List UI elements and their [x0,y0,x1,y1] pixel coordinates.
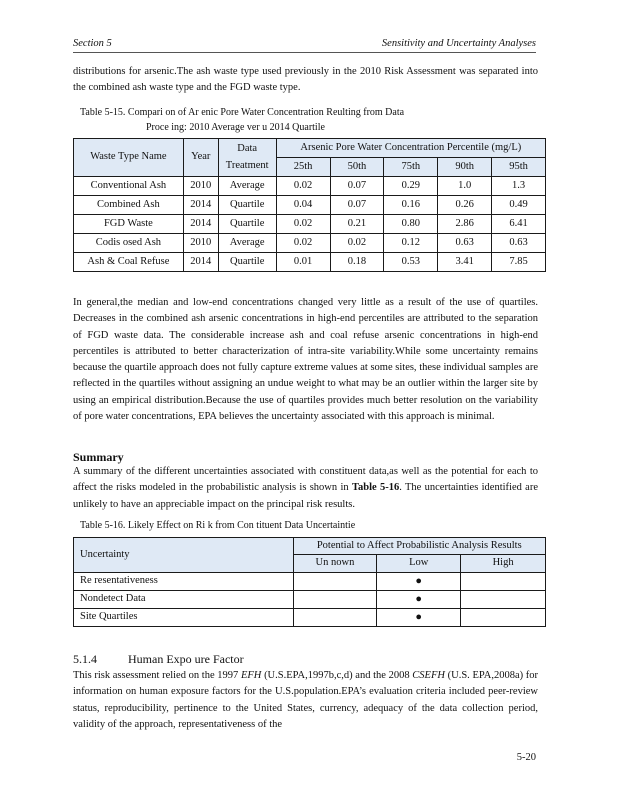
cell-waste: Codis osed Ash [74,234,184,253]
cell-value: 0.18 [330,253,384,272]
cell-uncertainty: Site Quartiles [74,608,294,626]
csefh-term: CSEFH [412,670,445,681]
section-text-1: This risk assessment relied on the 1997 [73,670,239,681]
cell-value: 0.07 [330,177,384,196]
cell-mark: ● [377,608,461,626]
cell-mark [293,608,377,626]
table2-caption: Table 5-16. Likely Effect on Ri k from Con tituent Data Uncertaintie [80,520,356,531]
cell-mark [293,572,377,590]
col-waste-type: Waste Type Name [74,139,184,177]
uncertainty-effect-table [73,537,546,627]
cell-uncertainty: Nondetect Data [74,590,294,608]
table-row [74,234,546,253]
cell-value: 0.12 [384,234,438,253]
cell-value: 0.21 [330,215,384,234]
efh-term: EFH [240,670,262,681]
col-low: Low [377,555,461,572]
cell-value: 0.01 [276,253,330,272]
table-row [74,253,546,272]
col-uncertainty: Uncertainty [74,538,294,573]
cell-mark [461,590,546,608]
table-5-16-reference[interactable]: Table 5-16 [351,482,400,494]
cell-treatment: Quartile [218,253,276,272]
cell-treatment: Quartile [218,215,276,234]
table1-caption-line2: Proce ing: 2010 Average ver u 2014 Quartile [146,121,325,133]
arsenic-concentration-table [73,138,546,272]
header-section: Section 5 [73,38,112,49]
section-title: Human Expo ure Factor [128,652,244,666]
cell-value: 0.02 [330,234,384,253]
section-text-2: (U.S.EPA,1997b,c,d) and the 2008 [264,670,410,681]
header-rule [73,52,536,53]
cell-year: 2014 [183,215,218,234]
cell-mark [461,608,546,626]
table-row [74,608,546,626]
cell-waste: FGD Waste [74,215,184,234]
cell-value: 1.3 [492,177,546,196]
header-title: Sensitivity and Uncertainty Analyses [381,38,536,49]
table-row [74,177,546,196]
table-row [74,590,546,608]
cell-value: 3.41 [438,253,492,272]
cell-value: 0.53 [384,253,438,272]
cell-year: 2014 [183,196,218,215]
cell-value: 0.49 [492,196,546,215]
cell-waste: Combined Ash [74,196,184,215]
summary-text-before: A summary of the different uncertainties associated with constituent data,as well as the potential for each to affect the risks modeled in the probabilistic analysis is shown in [73,466,538,494]
cell-value: 2.86 [438,215,492,234]
cell-waste: Conventional Ash [74,177,184,196]
cell-value: 0.63 [438,234,492,253]
cell-value: 1.0 [438,177,492,196]
col-90th: 90th [438,158,492,177]
cell-value: 7.85 [492,253,546,272]
cell-year: 2010 [183,234,218,253]
cell-waste: Ash & Coal Refuse [74,253,184,272]
cell-mark [293,590,377,608]
table1-caption-line1: Table 5-15. Compari on of Ar enic Pore Water Concentration Reulting from Data [80,107,405,118]
col-95th: 95th [492,158,546,177]
section-paragraph [73,668,538,733]
cell-value: 6.41 [492,215,546,234]
cell-mark [461,572,546,590]
table-row [74,572,546,590]
intro-paragraph: distributions for arsenic.The ash waste type used previously in the 2010 Risk Assessment was separated into the combined ash waste type and the FGD waste type. [73,66,538,94]
cell-value: 0.63 [492,234,546,253]
col-75th: 75th [384,158,438,177]
cell-value: 0.29 [384,177,438,196]
table1-caption [80,106,540,135]
section-text-3: (U.S. EPA,2008a) for information on human exposure factors for the U.S.population.EPA’s evaluation criteria included peer-review status, reproducibility, pertinence to the United States, currency, adequacy of the data collection period, validity of the approach, representativeness of the [73,670,539,730]
cell-treatment: Quartile [218,196,276,215]
cell-treatment: Average [218,177,276,196]
cell-mark: ● [377,572,461,590]
col-group-potential: Potential to Affect Probabilistic Analysis Results [293,538,545,555]
general-paragraph: In general,the median and low-end concentrations changed very little as a result of the use of quartiles. Decreases in the combined ash arsenic concentrations in high-end percentiles are attributed to the separation of FGD waste data. The considerable increase ash and coal refuse arsenic concentrations in high-end percentiles is attributed to better characterization of intra-site variability.While some uncertainty remains because the quartile approach does not fully capture extreme values at some sites, these individual samples are reflected in the quartiles without assigning an undue weight to what may be an outlier within the larger site by using an empirical distribution.Because the use of quartiles provides much better resolution on the variability of pore water concentrations, EPA believes the uncertainty associated with this approach is minimal. [73,297,538,422]
summary-heading: Summary [73,450,124,464]
col-high: High [461,555,546,572]
page-number: 5-20 [516,752,536,763]
table-row [74,196,546,215]
summary-text-after: . The uncertainties identified are unlikely to have an appreciable impact on the principal risk results. [73,482,538,510]
col-group-percentile: Arsenic Pore Water Concentration Percentile (mg/L) [276,139,545,158]
col-25th: 25th [276,158,330,177]
col-data-treatment: Data Treatment [218,139,276,177]
cell-mark: ● [377,590,461,608]
cell-uncertainty: Re resentativeness [74,572,294,590]
col-year: Year [183,139,218,177]
cell-value: 0.16 [384,196,438,215]
cell-value: 0.26 [438,196,492,215]
cell-value: 0.04 [276,196,330,215]
cell-treatment: Average [218,234,276,253]
cell-value: 0.02 [276,215,330,234]
col-unknown: Un nown [293,555,377,572]
cell-year: 2010 [183,177,218,196]
summary-paragraph [73,464,538,513]
cell-year: 2014 [183,253,218,272]
section-number: 5.1.4 [73,652,97,666]
table-row [74,215,546,234]
cell-value: 0.80 [384,215,438,234]
cell-value: 0.02 [276,177,330,196]
cell-value: 0.07 [330,196,384,215]
col-50th: 50th [330,158,384,177]
cell-value: 0.02 [276,234,330,253]
